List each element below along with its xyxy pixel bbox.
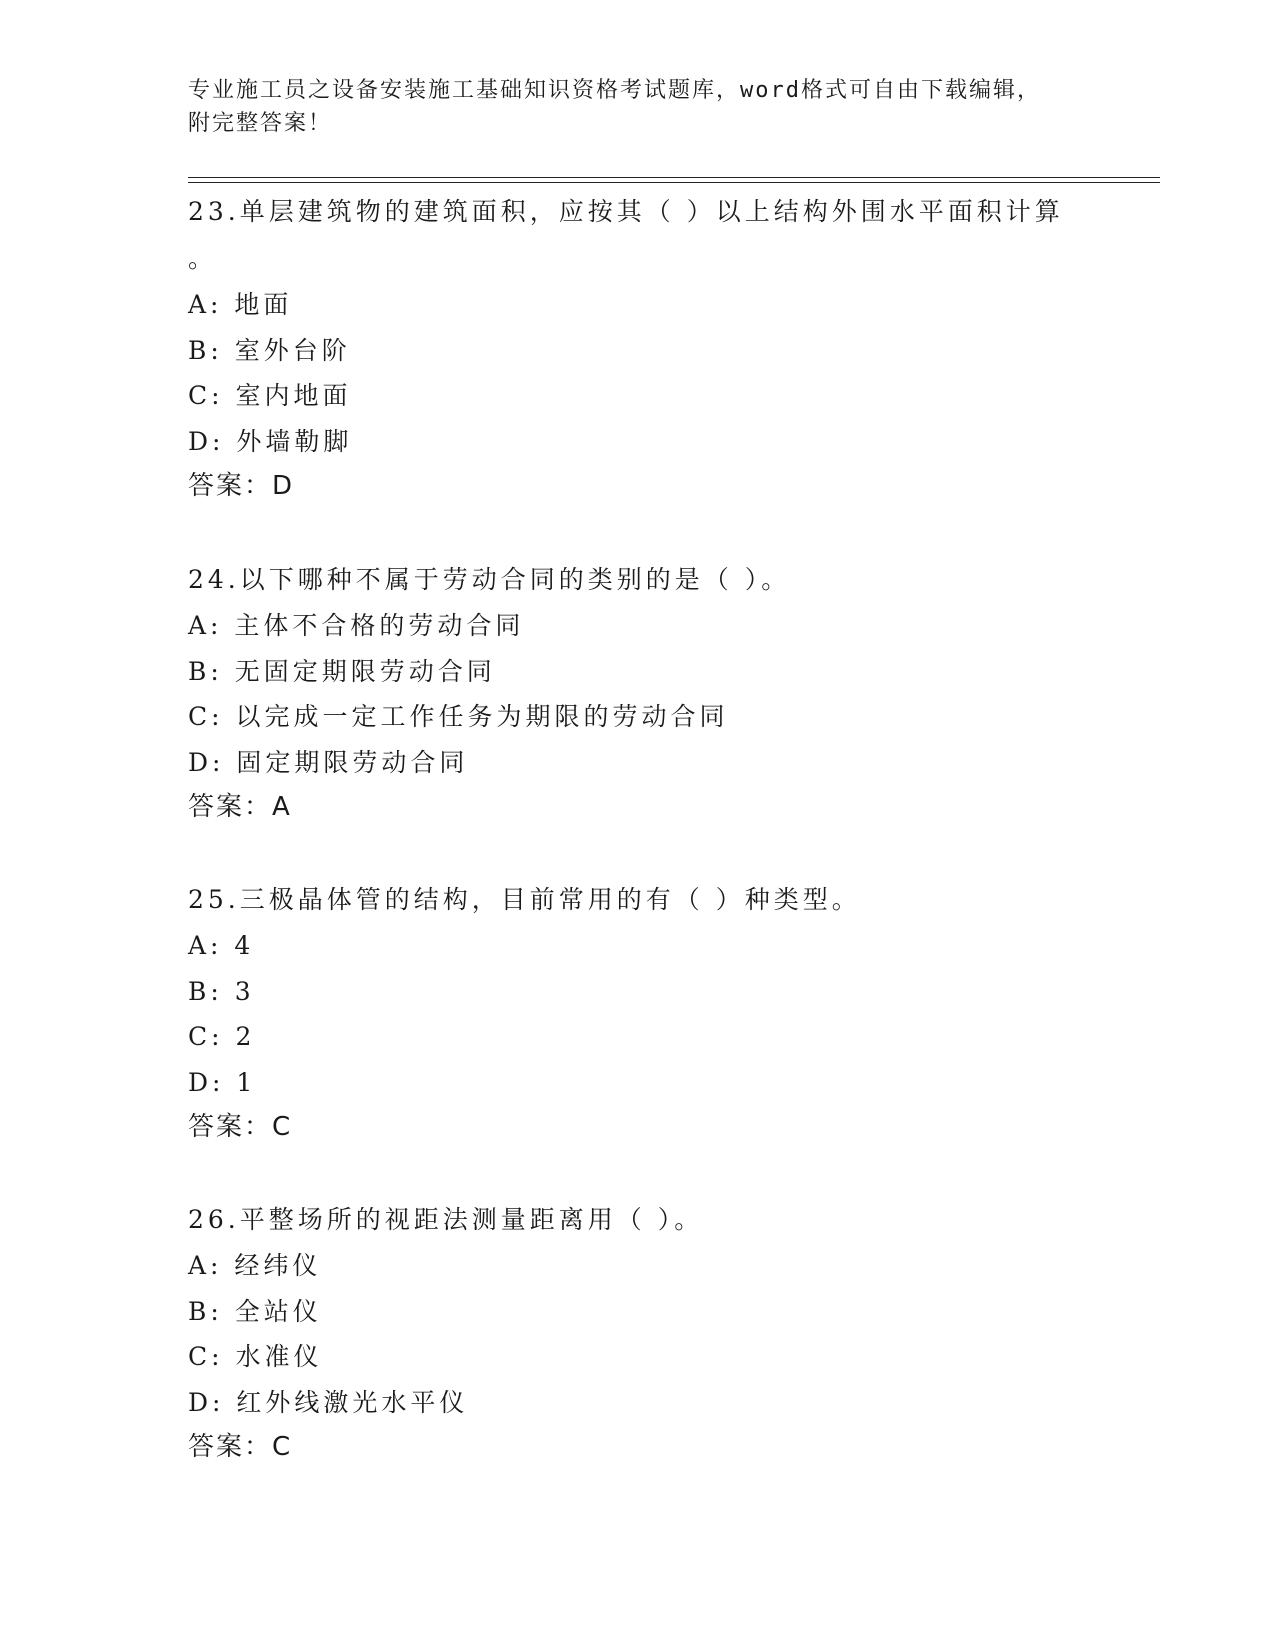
question-23 bbox=[188, 188, 1088, 509]
question-stem-line: 。 bbox=[188, 244, 218, 273]
document-header bbox=[188, 74, 1068, 140]
answer: 答案：D bbox=[188, 471, 295, 501]
question-stem bbox=[188, 556, 1088, 603]
question-24 bbox=[188, 556, 1088, 830]
option-c: C: 水准仪 bbox=[188, 1342, 323, 1371]
option-d: D: 固定期限劳动合同 bbox=[188, 747, 469, 777]
option-a: A: 4 bbox=[188, 931, 255, 960]
question-stem-line: 24.以下哪种不属于劳动合同的类别的是（ ）。 bbox=[188, 565, 791, 594]
answer: 答案：C bbox=[188, 1432, 293, 1462]
question-25 bbox=[188, 876, 1088, 1150]
question-stem-line: 23.单层建筑物的建筑面积，应按其（ ）以上结构外围水平面积计算 bbox=[188, 197, 1064, 226]
question-stem bbox=[188, 1196, 1088, 1243]
option-b: B: 室外台阶 bbox=[188, 335, 351, 365]
option-a: A: 地面 bbox=[188, 290, 293, 319]
header-line-1: 专业施工员之设备安装施工基础知识资格考试题库，word格式可自由下载编辑， bbox=[188, 78, 1041, 103]
question-stem-line: 26.平整场所的视距法测量距离用（ ）。 bbox=[188, 1205, 704, 1234]
option-c: C: 室内地面 bbox=[188, 381, 352, 410]
option-c: C: 2 bbox=[188, 1022, 256, 1051]
option-b: B: 全站仪 bbox=[188, 1296, 322, 1326]
header-line-2: 附完整答案！ bbox=[188, 111, 333, 136]
option-c: C: 以完成一定工作任务为期限的劳动合同 bbox=[188, 702, 729, 731]
header-divider-bottom bbox=[188, 182, 1160, 183]
option-b: B: 无固定期限劳动合同 bbox=[188, 656, 496, 686]
option-d: D: 1 bbox=[188, 1067, 257, 1097]
question-stem-line: 25.三极晶体管的结构，目前常用的有（ ）种类型。 bbox=[188, 885, 861, 914]
option-d: D: 红外线激光水平仪 bbox=[188, 1387, 469, 1417]
question-26 bbox=[188, 1196, 1088, 1470]
answer: 答案：A bbox=[188, 792, 292, 822]
question-stem bbox=[188, 188, 1088, 282]
question-stem bbox=[188, 876, 1088, 923]
option-a: A: 主体不合格的劳动合同 bbox=[188, 611, 525, 640]
option-b: B: 3 bbox=[188, 976, 255, 1006]
option-a: A: 经纬仪 bbox=[188, 1251, 322, 1280]
option-d: D: 外墙勒脚 bbox=[188, 426, 353, 456]
header-divider-top bbox=[188, 177, 1160, 178]
answer: 答案：C bbox=[188, 1112, 293, 1142]
